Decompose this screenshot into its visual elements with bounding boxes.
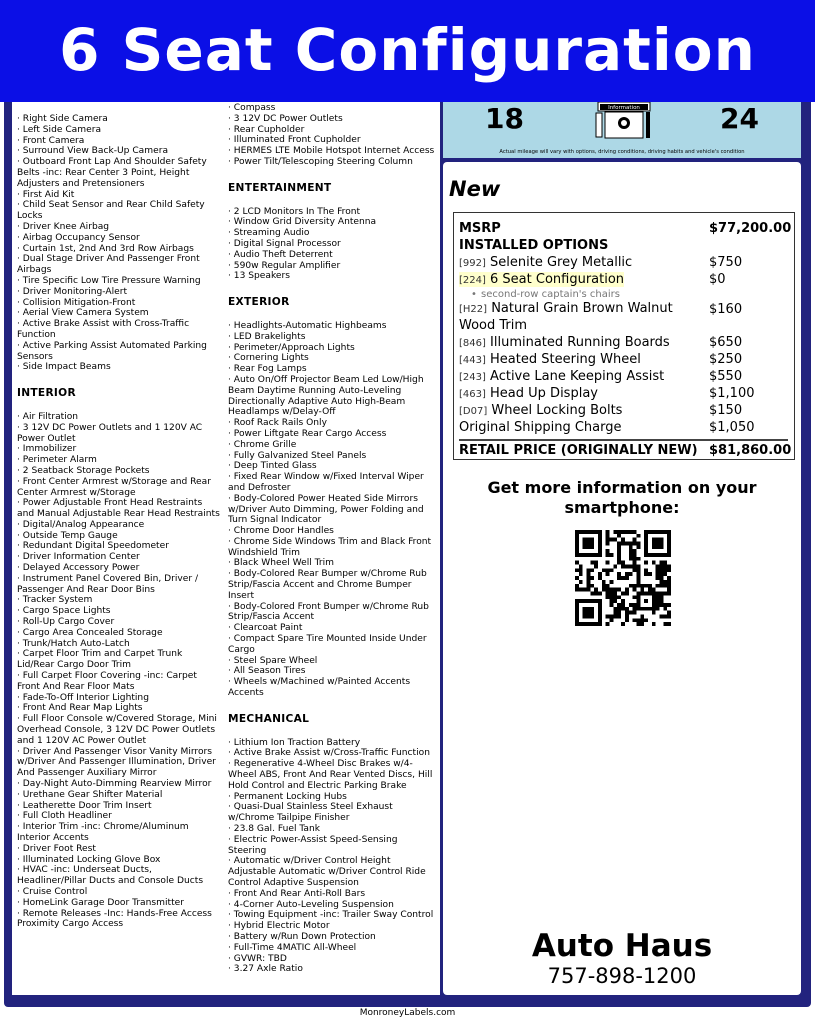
msrp-label: MSRP xyxy=(459,221,501,236)
feature-item: · Full Cloth Headliner xyxy=(17,811,112,822)
features-column-1 xyxy=(17,114,222,930)
feature-item: · HERMES LTE Mobile Hotspot Internet Access xyxy=(228,146,435,157)
feature-item: · Body-Colored Power Heated Side Mirrors w/Driver Auto Dimming, Power Folding and Turn Signal Indicator xyxy=(228,493,424,526)
retail-price-value: $81,860.00 xyxy=(709,443,792,458)
footer-credit[interactable]: MonroneyLabels.com xyxy=(359,1008,456,1018)
feature-item: · Power Liftgate Rear Cargo Access xyxy=(228,428,387,439)
exterior-heading: EXTERIOR xyxy=(228,296,290,309)
option-row-highlight: [224] 6 Seat Configuration $0 xyxy=(459,272,726,287)
feature-item: · Urethane Gear Shifter Material xyxy=(17,789,163,800)
feature-item: · LED Brakelights xyxy=(228,331,306,342)
feature-item: · Electric Power-Assist Speed-Sensing Steering xyxy=(228,834,398,856)
feature-item: · 4-Corner Auto-Leveling Suspension xyxy=(228,899,394,910)
entertainment-feature-list xyxy=(228,207,436,283)
retail-price-row xyxy=(459,439,792,459)
feature-item: · Driver Information Center xyxy=(17,552,140,563)
feature-item: · Day-Night Auto-Dimming Rearview Mirror xyxy=(17,779,212,790)
feature-item: · First Aid Kit xyxy=(17,189,75,200)
feature-item: · Instrument Panel Covered Bin, Driver / Passenger And Rear Door Bins xyxy=(17,573,199,595)
feature-item: · Left Side Camera xyxy=(17,124,102,135)
feature-item: · Full-Time 4MATIC All-Wheel xyxy=(228,942,357,953)
feature-item: · Driver Knee Airbag xyxy=(17,221,110,232)
feature-item: · Black Wheel Well Trim xyxy=(228,558,334,569)
feature-item: · Battery w/Run Down Protection xyxy=(228,931,376,942)
feature-item: · 3 12V DC Power Outlets and 1 120V AC Power Outlet xyxy=(17,422,203,444)
feature-item: · Chrome Grille xyxy=(228,439,297,450)
feature-item: · Carpet Floor Trim and Carpet Trunk Lid/Rear Cargo Door Trim xyxy=(17,649,183,671)
feature-item: · Towing Equipment -inc: Trailer Sway Control xyxy=(228,910,434,921)
feature-item: · Active Parking Assist Automated Parking Sensors xyxy=(17,340,207,362)
feature-item: · Roll-Up Cargo Cover xyxy=(17,617,115,628)
pricing-panel xyxy=(443,162,801,995)
smartphone-cta: Get more information on your smartphone: xyxy=(487,478,757,517)
feature-item: · Right Side Camera xyxy=(17,114,108,124)
feature-item: · Perimeter/Approach Lights xyxy=(228,342,355,353)
mpg-disclaimer: Actual mileage will vary with options, driving conditions, driving habits and vehicle's condition xyxy=(499,149,745,155)
features-panel xyxy=(12,102,440,995)
mpg-highway: 24 xyxy=(720,102,759,135)
feature-item: · Rear Cupholder xyxy=(228,124,305,135)
feature-item: · Driver Monitoring-Alert xyxy=(17,286,128,297)
feature-item: · Fixed Rear Window w/Fixed Interval Wiper and Defroster xyxy=(228,472,424,493)
feature-item: · Cargo Area Concealed Storage xyxy=(17,627,163,638)
feature-item: · Lithium Ion Traction Battery xyxy=(228,737,361,748)
feature-item: · Tracker System xyxy=(17,595,93,606)
option-row: [846] Illuminated Running Boards $650 xyxy=(459,335,743,350)
condition-label: New xyxy=(449,177,501,201)
fuel-pump-icon xyxy=(588,102,660,140)
feature-item: · Automatic w/Driver Control Height Adjustable Automatic w/Driver Control Ride Control Adaptive Suspension xyxy=(228,856,426,888)
feature-item: · Roof Rack Rails Only xyxy=(228,418,327,429)
convenience-feature-list xyxy=(228,103,436,168)
feature-item: · Wheels w/Machined w/Painted Accents Accents xyxy=(228,677,411,699)
feature-item: · Auto On/Off Projector Beam Led Low/High Beam Daytime Running Auto-Leveling Directionally Adaptive Auto High-Beam Headlamps w/Delay-Off xyxy=(228,374,424,418)
features-column-2 xyxy=(228,103,436,975)
feature-item: · Clearcoat Paint xyxy=(228,623,303,634)
shipping-row: Original Shipping Charge $1,050 xyxy=(459,420,755,435)
feature-item: · Front Center Armrest w/Storage and Rear Center Armrest w/Storage xyxy=(17,476,211,498)
fuel-economy-panel xyxy=(443,102,801,158)
option-detail: • second-row captain's chairs xyxy=(471,289,620,300)
feature-item: · Outside Temp Gauge xyxy=(17,530,118,541)
feature-item: · Tire Specific Low Tire Pressure Warning xyxy=(17,275,201,286)
feature-item: · Redundant Digital Speedometer xyxy=(17,541,169,552)
safety-feature-list xyxy=(17,114,222,373)
interior-feature-list xyxy=(17,412,222,930)
feature-item: · 590w Regular Amplifier xyxy=(228,260,341,271)
feature-item: · HVAC -inc: Underseat Ducts, Headliner/Pillar Ducts and Console Ducts xyxy=(17,865,204,887)
feature-item: · 2 LCD Monitors In The Front xyxy=(228,206,361,217)
feature-item: · Hybrid Electric Motor xyxy=(228,921,330,932)
qr-code-icon[interactable] xyxy=(575,530,671,626)
exterior-feature-list xyxy=(228,321,436,699)
feature-item: · Child Seat Sensor and Rear Child Safety Locks xyxy=(17,200,205,222)
msrp-row xyxy=(459,220,792,237)
feature-item: · Steel Spare Wheel xyxy=(228,655,318,666)
feature-item: · Illuminated Front Cupholder xyxy=(228,135,361,146)
feature-item: · Full Carpet Floor Covering -inc: Carpet Front And Rear Floor Mats xyxy=(17,671,197,692)
feature-item: · Illuminated Locking Glove Box xyxy=(17,854,161,865)
feature-item: · Immobilizer xyxy=(17,444,77,455)
feature-item: · Cargo Space Lights xyxy=(17,606,111,617)
msrp-value: $77,200.00 xyxy=(709,221,792,236)
interior-heading: INTERIOR xyxy=(17,387,76,400)
pump-label: Information xyxy=(608,105,640,111)
feature-item: · Aerial View Camera System xyxy=(17,308,149,319)
feature-item: · Audio Theft Deterrent xyxy=(228,249,333,260)
option-row: [463] Head Up Display $1,100 xyxy=(459,386,755,401)
feature-item: · Remote Releases -Inc: Hands-Free Access Proximity Cargo Access xyxy=(17,908,212,930)
feature-item: · Deep Tinted Glass xyxy=(228,461,317,472)
feature-item: · GVWR: TBD xyxy=(228,953,287,964)
feature-item: · Window Grid Diversity Antenna xyxy=(228,217,377,228)
feature-item: · Power Adjustable Front Head Restraints and Manual Adjustable Rear Head Restraints xyxy=(17,498,220,520)
feature-item: · Streaming Audio xyxy=(228,228,310,239)
feature-item: · Front And Rear Anti-Roll Bars xyxy=(228,888,366,899)
entertainment-heading: ENTERTAINMENT xyxy=(228,181,332,194)
feature-item: · Front And Rear Map Lights xyxy=(17,703,143,714)
feature-item: · Digital Signal Processor xyxy=(228,238,341,249)
feature-item: · All Season Tires xyxy=(228,666,306,677)
feature-item: · Fully Galvanized Steel Panels xyxy=(228,450,367,461)
feature-item: · Active Brake Assist w/Cross-Traffic Function xyxy=(228,748,430,759)
feature-item: · Collision Mitigation-Front xyxy=(17,297,136,308)
feature-item: · Outboard Front Lap And Shoulder Safety Belts -inc: Rear Center 3 Point, Height Adjusters and Pretensioners xyxy=(17,157,207,189)
feature-item: · Driver And Passenger Visor Vanity Mirrors w/Driver And Passenger Illumination, Driver And Passenger Auxiliary Mirror xyxy=(17,746,216,779)
feature-item: · 3 12V DC Power Outlets xyxy=(228,113,343,124)
feature-item: · Interior Trim -inc: Chrome/Aluminum Interior Accents xyxy=(17,822,189,843)
installed-options-header: INSTALLED OPTIONS xyxy=(459,238,609,253)
bullet-icon: • xyxy=(471,289,477,300)
feature-item: · Compact Spare Tire Mounted Inside Under Cargo xyxy=(228,634,427,655)
feature-item: · Cruise Control xyxy=(17,886,88,897)
mechanical-heading: MECHANICAL xyxy=(228,712,310,725)
dealer-name: Auto Haus xyxy=(531,928,713,964)
feature-item: · Compass xyxy=(228,103,276,113)
retail-price-label: RETAIL PRICE (ORIGINALLY NEW) xyxy=(459,443,698,458)
feature-item: · Active Brake Assist with Cross-Traffic Function xyxy=(17,319,190,340)
feature-item: · Chrome Side Windows Trim and Black Front Windshield Trim xyxy=(228,536,432,558)
feature-item: · 2 Seatback Storage Pockets xyxy=(17,465,150,476)
option-row: [H22] Natural Grain Brown Walnut Wood Trim $160 xyxy=(459,301,743,333)
feature-item: · Side Impact Beams xyxy=(17,362,111,373)
feature-item: · Power Tilt/Telescoping Steering Column xyxy=(228,156,413,167)
mpg-city: 18 xyxy=(485,102,524,135)
feature-item: · Airbag Occupancy Sensor xyxy=(17,232,140,243)
feature-item: · Chrome Door Handles xyxy=(228,526,334,537)
option-row: [D07] Wheel Locking Bolts $150 xyxy=(459,403,743,418)
feature-item: · Body-Colored Front Bumper w/Chrome Rub Strip/Fascia Accent xyxy=(228,601,429,623)
feature-item: · Leatherette Door Trim Insert xyxy=(17,800,152,811)
feature-item: · Headlights-Automatic Highbeams xyxy=(228,320,387,331)
feature-item: · Cornering Lights xyxy=(228,353,309,364)
feature-item: · Curtain 1st, 2nd And 3rd Row Airbags xyxy=(17,243,194,254)
feature-item: · Quasi-Dual Stainless Steel Exhaust w/Chrome Tailpipe Finisher xyxy=(228,802,393,824)
price-table xyxy=(453,212,795,460)
title-banner xyxy=(0,0,815,102)
feature-item: · Rear Fog Lamps xyxy=(228,364,307,375)
feature-item: · Air Filtration xyxy=(17,411,79,422)
option-row: [243] Active Lane Keeping Assist $550 xyxy=(459,369,743,384)
feature-item: · Body-Colored Rear Bumper w/Chrome Rub Strip/Fascia Accent and Chrome Bumper Insert xyxy=(228,569,427,601)
feature-item: · HomeLink Garage Door Transmitter xyxy=(17,897,184,908)
option-row: [443] Heated Steering Wheel $250 xyxy=(459,352,743,367)
feature-item: · Front Camera xyxy=(17,135,85,146)
feature-item: · Permanent Locking Hubs xyxy=(228,791,347,802)
feature-item: · Delayed Accessory Power xyxy=(17,563,140,574)
feature-item: · Digital/Analog Appearance xyxy=(17,519,145,530)
feature-item: · 23.8 Gal. Fuel Tank xyxy=(228,824,321,835)
feature-item: · Surround View Back-Up Camera xyxy=(17,146,169,157)
feature-item: · Regenerative 4-Wheel Disc Brakes w/4-Wheel ABS, Front And Rear Vented Discs, Hill Hold Control and Electric Parking Brake xyxy=(228,759,433,791)
feature-item: · Fade-To-Off Interior Lighting xyxy=(17,692,149,703)
feature-item: · 3.27 Axle Ratio xyxy=(228,964,303,975)
feature-item: · Perimeter Alarm xyxy=(17,455,97,466)
feature-item: · Dual Stage Driver And Passenger Front Airbags xyxy=(17,254,200,276)
feature-item: · Driver Foot Rest xyxy=(17,843,96,854)
option-row: [992] Selenite Grey Metallic $750 xyxy=(459,255,743,270)
feature-item: · Full Floor Console w/Covered Storage, Mini Overhead Console, 3 12V DC Power Outlets and 1 120V AC Power Outlet xyxy=(17,714,217,746)
dealer-phone[interactable]: 757-898-1200 xyxy=(547,964,697,988)
page-title: 6 Seat Configuration xyxy=(59,16,756,84)
feature-item: · 13 Speakers xyxy=(228,271,290,282)
feature-item: · Trunk/Hatch Auto-Latch xyxy=(17,638,130,649)
mechanical-feature-list xyxy=(228,738,436,976)
